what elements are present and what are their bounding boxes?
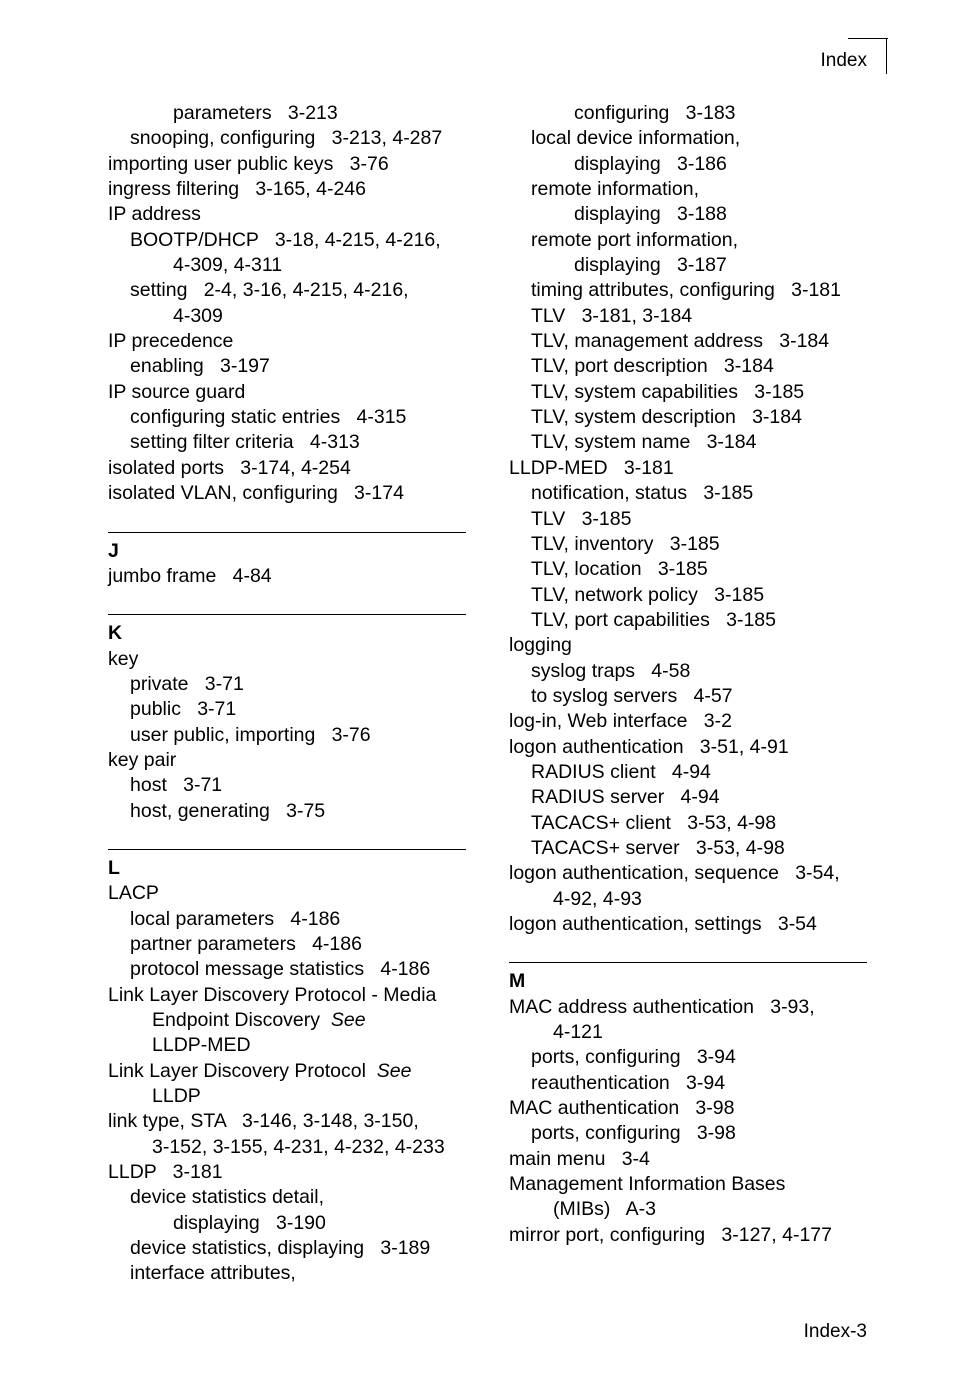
index-entry-text: IP precedence <box>108 330 234 353</box>
index-entry-text: timing attributes, configuring 3-181 <box>531 279 842 302</box>
index-entry <box>108 647 468 672</box>
index-entry-text: LLDP-MED <box>152 1034 251 1057</box>
index-entry <box>108 430 468 455</box>
index-entry-text: importing user public keys 3-76 <box>108 152 389 175</box>
section-divider <box>108 532 466 533</box>
index-entry <box>108 1084 468 1109</box>
page-number: Index-3 <box>803 1321 867 1342</box>
index-entry-text: public 3-71 <box>130 698 237 721</box>
index-entry <box>509 202 869 227</box>
index-column-right <box>509 101 869 1248</box>
index-entry <box>108 907 468 932</box>
index-entry <box>509 481 869 506</box>
index-entry-text: setting 2-4, 3-16, 4-215, 4-216, <box>130 279 409 302</box>
index-entry <box>108 748 468 773</box>
index-entry-text: LLDP 3-181 <box>108 1161 223 1184</box>
index-entry-text: displaying 3-187 <box>574 254 727 277</box>
index-entry <box>108 983 468 1008</box>
index-entry-text: (MIBs) A-3 <box>553 1198 656 1221</box>
index-entry <box>108 177 468 202</box>
index-entry <box>108 126 468 151</box>
header-rule-vertical <box>886 38 887 74</box>
section-divider <box>509 962 867 963</box>
index-entry-text: IP source guard <box>108 380 246 403</box>
index-entry-text: reauthentication 3-94 <box>531 1071 726 1094</box>
index-entry <box>108 329 468 354</box>
index-entry-text: local parameters 4-186 <box>130 907 341 930</box>
index-entry <box>509 836 869 861</box>
index-entry-text: jumbo frame 4-84 <box>108 564 272 587</box>
index-entry-text: notification, status 3-185 <box>531 482 754 505</box>
index-entry-text: setting filter criteria 4-313 <box>130 431 360 454</box>
index-entry-text: TLV, system capabilities 3-185 <box>531 380 805 403</box>
index-entry-text: LLDP <box>152 1085 201 1108</box>
index-entry-text: mirror port, configuring 3-127, 4-177 <box>509 1223 832 1246</box>
index-entry-text: local device information, <box>531 127 741 150</box>
index-entry <box>108 723 468 748</box>
index-entry-text: BOOTP/DHCP 3-18, 4-215, 4-216, <box>130 228 441 251</box>
index-entry <box>108 101 468 126</box>
index-entry-text: syslog traps 4-58 <box>531 659 691 682</box>
see-reference: See <box>376 1059 412 1082</box>
index-entry-text: displaying 3-186 <box>574 152 727 175</box>
index-entry-text: TLV, port capabilities 3-185 <box>531 608 776 631</box>
index-entry <box>509 405 869 430</box>
index-entry <box>509 684 869 709</box>
index-entry-text: logon authentication 3-51, 4-91 <box>509 735 789 758</box>
index-entry <box>509 380 869 405</box>
index-entry-text: key pair <box>108 748 177 771</box>
index-entry-text: displaying 3-188 <box>574 203 727 226</box>
index-entry <box>509 228 869 253</box>
index-entry-text: link type, STA 3-146, 3-148, 3-150, <box>108 1110 419 1133</box>
index-entry <box>108 1033 468 1058</box>
index-entry <box>509 152 869 177</box>
index-entry-text: device statistics, displaying 3-189 <box>130 1237 431 1260</box>
index-entry <box>509 557 869 582</box>
index-entry-text: interface attributes, <box>130 1262 296 1285</box>
index-entry <box>108 1135 468 1160</box>
index-entry-text: 4-309, 4-311 <box>173 254 283 277</box>
index-entry <box>108 672 468 697</box>
index-entry <box>509 1071 869 1096</box>
index-entry <box>108 405 468 430</box>
index-entry <box>509 1197 869 1222</box>
index-entry-text: key <box>108 647 139 670</box>
index-entry <box>509 912 869 937</box>
index-entry <box>108 1008 468 1033</box>
index-entry-text: configuring static entries 4-315 <box>130 406 407 429</box>
index-entry <box>108 304 468 329</box>
index-entry-text: logging <box>509 634 572 657</box>
index-entry-text: enabling 3-197 <box>130 355 270 378</box>
index-entry <box>108 799 468 824</box>
index-entry <box>108 564 468 589</box>
index-entry-text: 4-92, 4-93 <box>553 887 642 910</box>
section-letter: K <box>108 622 123 645</box>
index-entry <box>509 1147 869 1172</box>
index-entry-text: MAC authentication 3-98 <box>509 1097 735 1120</box>
index-entry <box>108 354 468 379</box>
index-entry-text: isolated ports 3-174, 4-254 <box>108 456 351 479</box>
index-entry-text: configuring 3-183 <box>574 102 736 124</box>
index-entry <box>509 861 869 886</box>
section-letter: M <box>509 970 526 993</box>
index-entry-text: logon authentication, sequence 3-54, <box>509 862 840 885</box>
index-entry <box>509 659 869 684</box>
index-entry <box>108 773 468 798</box>
index-entry-text: Endpoint Discovery <box>152 1009 331 1031</box>
index-entry <box>108 697 468 722</box>
index-entry <box>108 253 468 278</box>
index-entry-text: TLV, port description 3-184 <box>531 355 774 378</box>
index-entry <box>108 152 468 177</box>
index-entry <box>509 507 869 532</box>
index-entry <box>108 1261 468 1286</box>
index-entry <box>509 811 869 836</box>
index-entry-text: host, generating 3-75 <box>130 799 326 822</box>
index-entry-text: protocol message statistics 4-186 <box>130 958 431 981</box>
index-entry-text: TACACS+ client 3-53, 4-98 <box>531 811 777 834</box>
index-entry-text: 3-152, 3-155, 4-231, 4-232, 4-233 <box>152 1135 445 1158</box>
index-entry <box>509 456 869 481</box>
index-entry-text: ingress filtering 3-165, 4-246 <box>108 178 366 201</box>
index-entry <box>509 887 869 912</box>
index-entry <box>509 430 869 455</box>
index-entry <box>108 1236 468 1261</box>
index-entry <box>509 608 869 633</box>
index-entry <box>108 1160 468 1185</box>
index-entry-text: host 3-71 <box>130 774 223 797</box>
index-entry-text: snooping, configuring 3-213, 4-287 <box>130 127 443 150</box>
index-entry <box>108 957 468 982</box>
index-entry-text: IP address <box>108 203 201 226</box>
index-entry <box>509 1096 869 1121</box>
index-entry <box>509 760 869 785</box>
index-entry-text: TLV, inventory 3-185 <box>531 532 720 555</box>
header-section-label: Index <box>820 50 867 71</box>
see-reference: See <box>330 1009 366 1031</box>
index-entry <box>509 709 869 734</box>
index-entry <box>108 481 468 506</box>
index-entry-text: device statistics detail, <box>130 1186 325 1209</box>
index-entry-text: to syslog servers 4-57 <box>531 684 733 707</box>
index-entry <box>108 202 468 227</box>
index-entry <box>108 881 468 906</box>
index-entry-text: displaying 3-190 <box>173 1211 326 1234</box>
index-entry <box>509 995 869 1020</box>
index-entry <box>108 1109 468 1134</box>
index-entry <box>509 532 869 557</box>
index-entry <box>509 1020 869 1045</box>
index-entry-text: 4-309 <box>173 304 223 327</box>
index-entry-text: RADIUS server 4-94 <box>531 786 720 809</box>
index-entry-text: MAC address authentication 3-93, <box>509 995 815 1018</box>
index-entry <box>509 354 869 379</box>
index-entry-text: ports, configuring 3-94 <box>531 1046 736 1069</box>
index-entry <box>509 735 869 760</box>
index-entry <box>509 785 869 810</box>
index-entry-text: partner parameters 4-186 <box>130 932 362 955</box>
index-entry-text: private 3-71 <box>130 672 244 695</box>
index-entry-text: user public, importing 3-76 <box>130 723 371 746</box>
index-entry <box>509 583 869 608</box>
index-entry-text: LLDP-MED 3-181 <box>509 456 674 479</box>
header-rule-horizontal <box>848 38 888 39</box>
index-entry <box>509 177 869 202</box>
index-entry-text: Link Layer Discovery Protocol - Media <box>108 983 437 1006</box>
section-letter: J <box>108 539 119 562</box>
index-entry-text: TLV, system description 3-184 <box>531 406 802 429</box>
index-entry-text: Management Information Bases <box>509 1173 786 1196</box>
index-entry <box>509 278 869 303</box>
index-entry-text: TLV, management address 3-184 <box>531 330 830 353</box>
index-entry-text: RADIUS client 4-94 <box>531 760 711 783</box>
index-entry <box>509 329 869 354</box>
index-entry <box>108 1059 468 1084</box>
index-entry-text: TLV, network policy 3-185 <box>531 583 765 606</box>
index-entry-text: ports, configuring 3-98 <box>531 1122 736 1145</box>
index-entry <box>509 633 869 658</box>
index-entry <box>509 1223 869 1248</box>
index-entry-text: TLV, location 3-185 <box>531 558 708 581</box>
section-letter: L <box>108 856 120 879</box>
index-entry <box>108 380 468 405</box>
index-entry <box>509 1172 869 1197</box>
index-entry-text: main menu 3-4 <box>509 1147 650 1170</box>
index-entry-text: parameters 3-213 <box>173 102 338 124</box>
section-divider <box>108 849 466 850</box>
index-entry-text: LACP <box>108 882 159 905</box>
index-entry-text: remote port information, <box>531 228 739 251</box>
index-entry <box>509 101 869 126</box>
index-entry-text: remote information, <box>531 178 699 201</box>
index-entry <box>108 456 468 481</box>
index-entry-text: 4-121 <box>553 1021 603 1044</box>
index-entry <box>108 1211 468 1236</box>
index-entry <box>509 126 869 151</box>
index-entry-text: TLV, system name 3-184 <box>531 431 757 454</box>
index-entry-text: TACACS+ server 3-53, 4-98 <box>531 836 785 859</box>
index-entry-text: log-in, Web interface 3-2 <box>509 710 732 733</box>
index-entry <box>108 228 468 253</box>
index-entry <box>108 278 468 303</box>
index-entry-text: Link Layer Discovery Protocol <box>108 1059 377 1082</box>
index-entry <box>509 1045 869 1070</box>
index-column-left <box>108 101 468 1287</box>
section-divider <box>108 614 466 615</box>
index-entry-text: logon authentication, settings 3-54 <box>509 913 817 935</box>
index-entry-text: TLV 3-181, 3-184 <box>531 304 693 327</box>
index-entry <box>509 1121 869 1146</box>
index-entry <box>509 304 869 329</box>
index-entry-text: isolated VLAN, configuring 3-174 <box>108 482 404 505</box>
index-entry <box>108 932 468 957</box>
index-entry <box>108 1185 468 1210</box>
index-entry <box>509 253 869 278</box>
index-entry-text: TLV 3-185 <box>531 507 632 530</box>
